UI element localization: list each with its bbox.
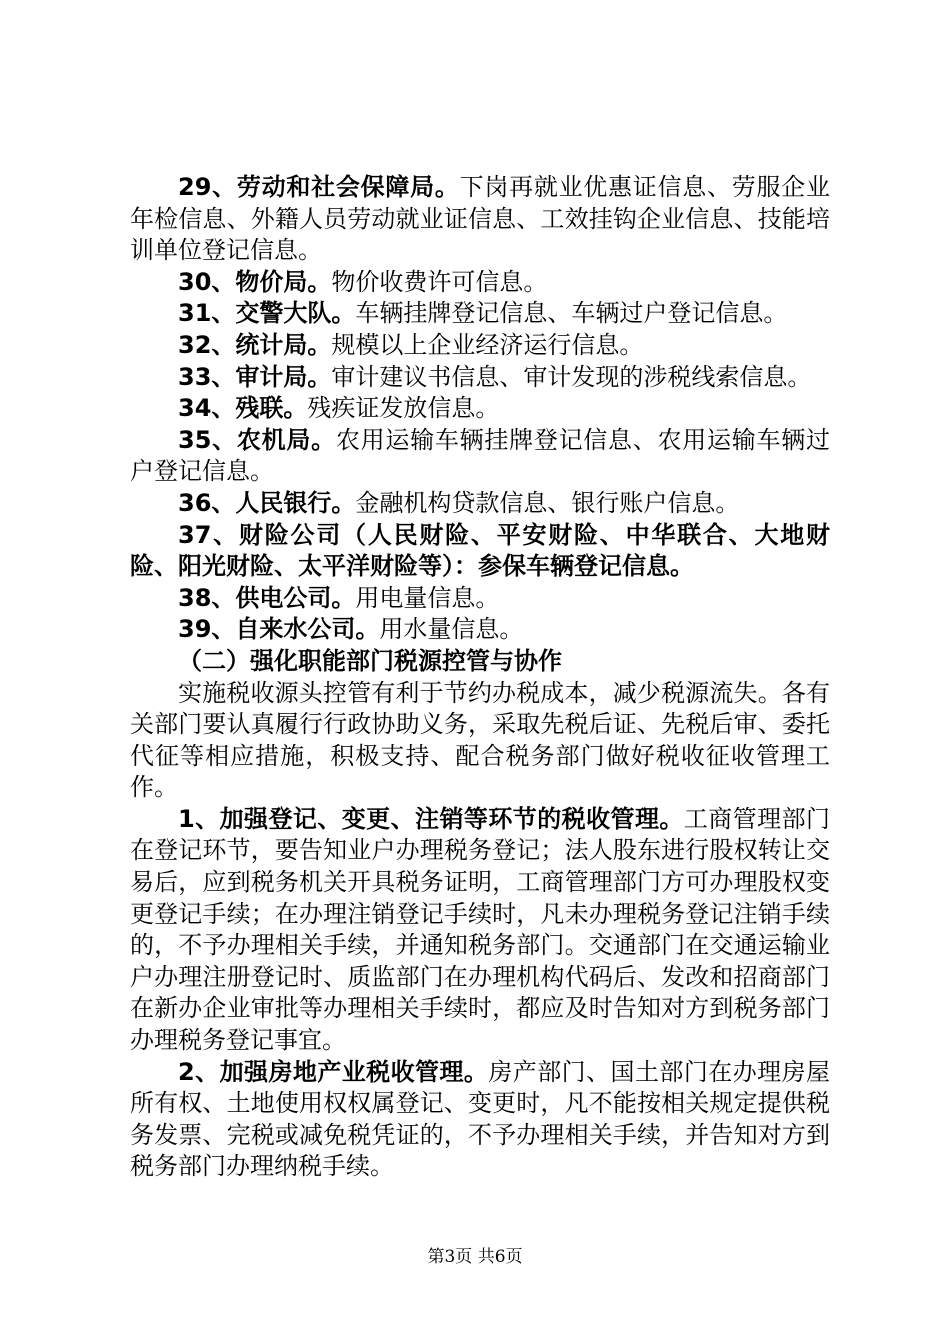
item-number: 33、 [178,362,236,391]
list-item [130,583,830,615]
item-number: 31、 [178,299,236,328]
item-heading: 供电公司。 [235,583,356,612]
list-item [130,172,830,267]
point-number: 2、 [178,1057,220,1086]
list-item [130,488,830,520]
item-heading: 物价局。 [235,267,332,296]
list-item [130,267,830,299]
point-paragraph [130,804,830,1057]
item-text: 残疾证发放信息。 [307,394,500,423]
list-item [130,520,830,583]
item-number: 38、 [178,583,236,612]
item-number: 32、 [178,330,236,359]
item-number: 29、 [178,173,237,201]
item-number: 35、 [178,425,237,454]
point-text: 工商管理部门在登记环节，要告知业户办理税务登记；法人股东进行股权转让交易后，应到税务机关开具税务证明，工商管理部门方可办理股权变更登记手续；在办理注销登记手续时，凡未办理税务登记注销手续的，不予办理相关手续，并通知税务部门。交通部门在交通运输业户办理注册登记时、质监部门在办理机构代码后、发改和招商部门在新办企业审批等办理相关手续时，都应及时告知对方到税务部门办理税务登记事宜。 [130,804,831,1055]
point-text: 房产部门、国土部门在办理房屋所有权、土地使用权权属登记、变更时，凡不能按相关规定提供税务发票、完税或减免税凭证的，不予办理相关手续，并告知对方到税务部门办理纳税手续。 [130,1057,831,1181]
item-text: 物价收费许可信息。 [331,267,548,296]
section-heading: （二）强化职能部门税源控管与协作 [178,646,562,675]
item-text: 车辆挂牌登记信息、车辆过户登记信息。 [355,299,788,328]
item-text: 用水量信息。 [379,615,524,644]
document-body [130,172,830,1183]
item-text: 下岗再就业优惠证信息、劳服企业年检信息、外籍人员劳动就业证信息、工效挂钩企业信息、技能培训单位登记信息。 [130,173,831,265]
item-text: 用电量信息。 [355,583,500,612]
page-footer: 第3页 共6页 [427,1247,523,1267]
point-heading: 加强房地产业税收管理。 [219,1057,489,1086]
item-heading: 交警大队。 [235,299,356,328]
item-heading: 农机局。 [236,425,336,454]
point-number: 1、 [178,804,220,833]
item-heading: 劳动和社会保障局。 [236,173,460,201]
item-heading: 自来水公司。 [235,615,380,644]
item-number: 36、 [178,488,236,517]
item-number: 37、 [178,520,239,549]
item-heading: 财险公司（人民财险、平安财险、中华联合、大地财险、阳光财险、太平洋财险等）：参保车辆登记信息。 [130,520,830,581]
point-paragraph [130,1057,830,1183]
list-item [130,393,830,425]
list-item [130,330,830,362]
intro-paragraph: 实施税收源头控管有利于节约办税成本，减少税源流失。各有关部门要认真履行行政协助义务，采取先税后证、先税后审、委托代征等相应措施，积极支持、配合税务部门做好税收征收管理工作。 [130,678,830,802]
item-heading: 人民银行。 [235,488,356,517]
item-heading: 残联。 [235,394,308,423]
item-text: 农用运输车辆挂牌登记信息、农用运输车辆过户登记信息。 [130,425,831,486]
point-heading: 加强登记、变更、注销等环节的税收管理。 [219,804,684,833]
list-item [130,425,830,488]
item-number: 34、 [178,394,236,423]
item-text: 审计建议书信息、审计发现的涉税线索信息。 [331,362,812,391]
item-text: 规模以上企业经济运行信息。 [331,330,644,359]
list-item [130,362,830,394]
item-heading: 统计局。 [235,330,332,359]
list-item [130,614,830,646]
list-item [130,298,830,330]
item-number: 30、 [178,267,236,296]
item-heading: 审计局。 [235,362,332,391]
item-number: 39、 [178,615,236,644]
item-text: 金融机构贷款信息、银行账户信息。 [355,488,740,517]
